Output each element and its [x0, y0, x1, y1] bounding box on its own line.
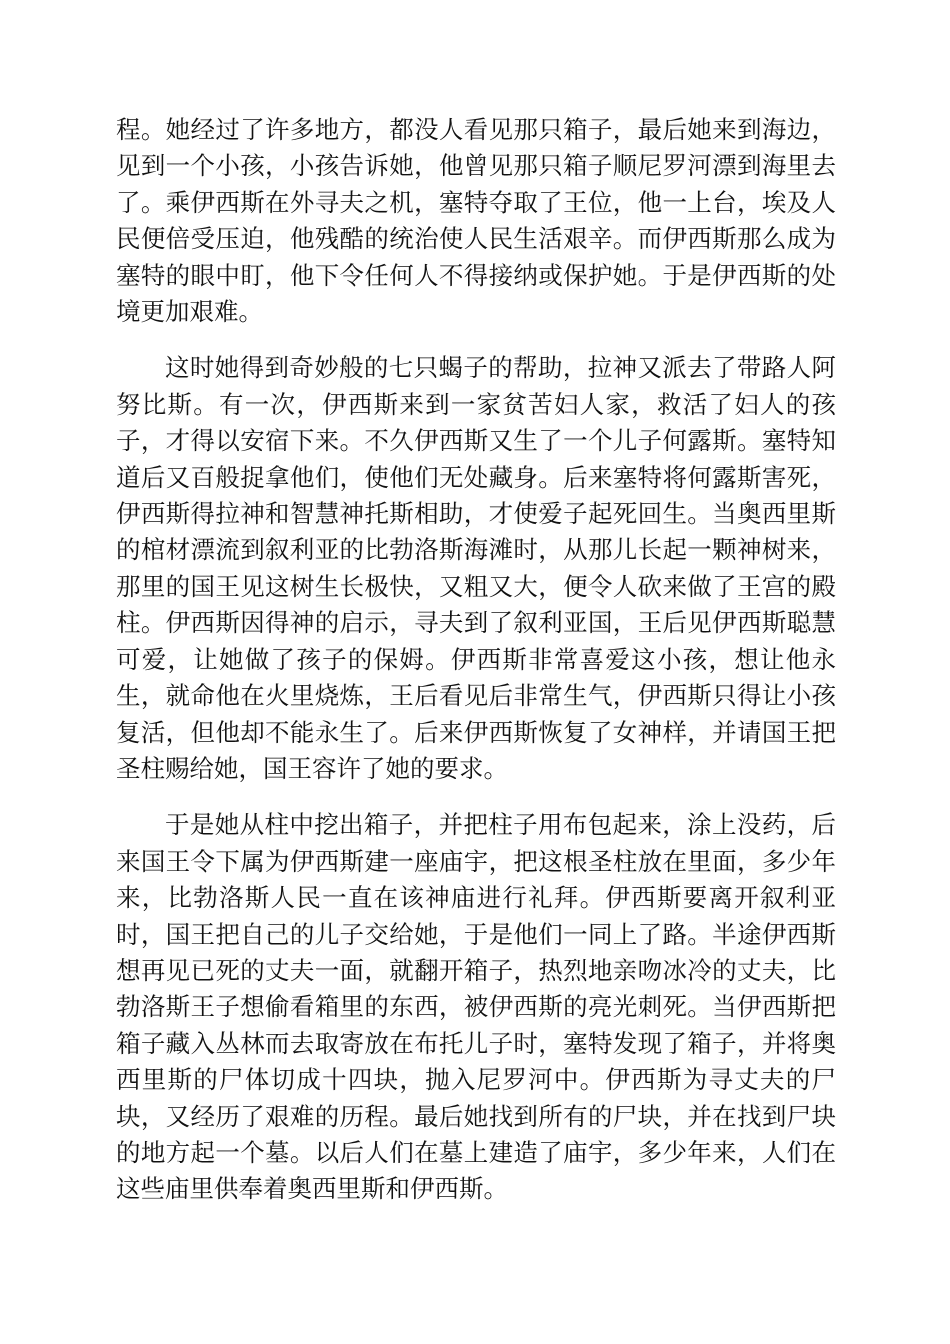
document-page [116, 112, 836, 1228]
paragraph-2: 这时她得到奇妙般的七只蝎子的帮助，拉神又派去了带路人阿努比斯。有一次，伊西斯来到一家贫苦妇人家，救活了妇人的孩子，才得以安宿下来。不久伊西斯又生了一个儿子何露斯。塞特知道后又百般捉拿他们，使他们无处藏身。后来塞特将何露斯害死，伊西斯得拉神和智慧神托斯相助，才使爱子起死回生。当奥西里斯的棺材漂流到叙利亚的比勃洛斯海滩时，从那儿长起一颗神树来，那里的国王见这树生长极快，又粗又大，便令人砍来做了王宫的殿柱。伊西斯因得神的启示，寻夫到了叙利亚国，王后见伊西斯聪慧可爱，让她做了孩子的保姆。伊西斯非常喜爱这小孩，想让他永生，就命他在火里烧炼，王后看见后非常生气，伊西斯只得让小孩复活，但他却不能永生了。后来伊西斯恢复了女神样，并请国王把圣柱赐给她，国王容许了她的要求。 [116, 353, 836, 783]
paragraph-3: 于是她从柱中挖出箱子，并把柱子用布包起来，涂上没药，后来国王令下属为伊西斯建一座庙宇，把这根圣柱放在里面，多少年来，比勃洛斯人民一直在该神庙进行礼拜。伊西斯要离开叙利亚时，国王把自己的儿子交给她，于是他们一同上了路。半途伊西斯想再见已死的丈夫一面，就翻开箱子，热烈地亲吻冰冷的丈夫，比勃洛斯王子想偷看箱里的东西，被伊西斯的亮光刺死。当伊西斯把箱子藏入丛林而去取寄放在布托儿子时，塞特发现了箱子，并将奥西里斯的尸体切成十四块，抛入尼罗河中。伊西斯为寻丈夫的尸块，又经历了艰难的历程。最后她找到所有的尸块，并在找到尸块的地方起一个墓。以后人们在墓上建造了庙宇，多少年来，人们在这些庙里供奉着奥西里斯和伊西斯。 [116, 810, 836, 1204]
paragraph-1: 程。她经过了许多地方，都没人看见那只箱子，最后她来到海边，见到一个小孩，小孩告诉她，他曾见那只箱子顺尼罗河漂到海里去了。乘伊西斯在外寻夫之机，塞特夺取了王位，他一上台，埃及人民便倍受压迫，他残酷的统治使人民生活艰辛。而伊西斯那么成为塞特的眼中盯，他下令任何人不得接纳或保护她。于是伊西斯的处境更加艰难。 [116, 115, 836, 327]
